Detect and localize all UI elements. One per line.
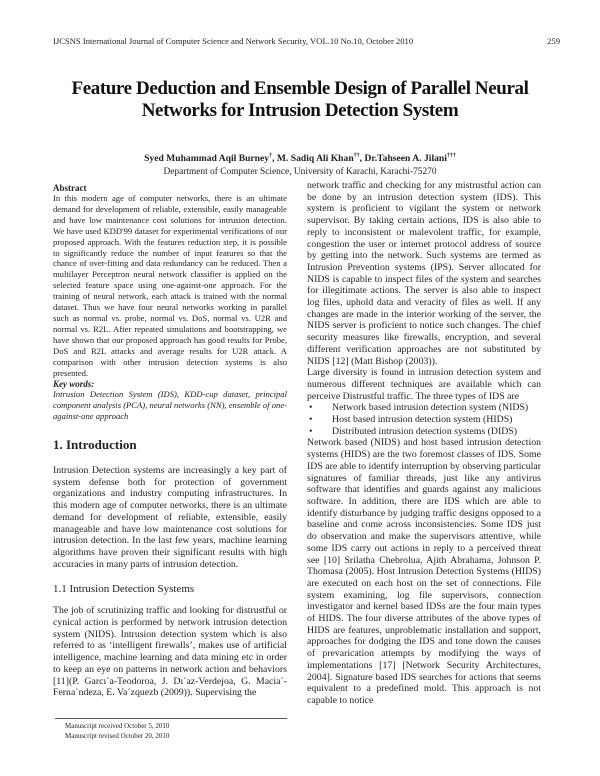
abstract-text: In this modern age of computer networks, there is an ultimate demand for development of reliable, extensible, easily manageable and have low maintenance cost solutions for intrusion detection. We have used KDD'99 dataset for experimental verifications of our proposed approach. With the features reduction step, it is possible to significantly reduce the number of input features so that the chance of over-fitting and data redundancy can be reduced. Then a multilayer Perceptron neural network classifier is applied on the selected feature space using one-against-one approach. For the training of neural network, each attack is trained with the normal dataset. Thus we have four neural networks working in parallel such as normal vs. probe, normal vs. DoS, normal vs. U2R and normal vs. R2L. After repeated simulations and bootstrapping, we have shown that our proposed approach has good results for Probe, DoS and R2L attacks and average results for U2R attack. A comparison with other intrusion detection systems is also presented. — [53, 193, 287, 378]
abstract-heading: Abstract — [53, 183, 87, 193]
right-column — [307, 180, 541, 707]
section-heading: 1. Introduction — [53, 437, 137, 452]
footnote-divider — [55, 718, 287, 719]
author-name: Syed Muhammad Aqil Burney — [144, 153, 270, 165]
introduction-section — [53, 437, 287, 699]
affiliation: Department of Computer Science, University of Karachi, Karachi-75270 — [163, 167, 437, 177]
keywords-heading: Key words: — [53, 379, 95, 390]
bullet-icon: • — [309, 414, 313, 426]
bullet-icon: • — [309, 402, 313, 414]
title-line-2: Networks for Intrusion Detection System — [141, 100, 459, 121]
paper-title — [0, 78, 600, 122]
subsection-text: The job of scrutinizing traffic and looking for distrustful or cynical action is performed by network intrusion detection system (NIDS). Intrusion detection system which is also referred to as ‘intelligent firewalls’, makes use of artificial intelligence, machine learning and data mining etc in order to keep an eye on patterns in network action and behaviors [11](P. Garcı´a-Teodoroa, J. Dı´az-Verdejoa, G. Macia´-Ferna´ndeza, E. Va´zquezb (2009)). Supervising the — [53, 605, 287, 699]
footnote-received: Manuscript received October 5, 2010 — [65, 722, 170, 730]
paragraph: Large diversity is found in intrusion detection system and numerous different techniques are available which can perceive Distrustful traffic. The three types of IDS are — [307, 367, 541, 402]
author-name: , Dr.Tahseen A. Jilani — [359, 153, 447, 165]
paragraph: network traffic and checking for any mistrustful action can be done by an intrusion detection system (IDS). This system is proficient to vigilant the system or network supervisor. By taking certain actions, IDS is also able to reply to inconsistent or malevolent traffic, for example, congestion the user or internet protocol address of source by getting into the network. Such systems are termed as Intrusion Prevention systems (IPS). Server allocated for NIDS is capable to inspect files of the system and searches for illegitimate actions. The server is also able to inspect log files, uphold data and veracity of files as well. If any changes are made in the interior working of the server, the NIDS server is proficient to notice such changes. The chief security measures like firewalls, encryption, and several different verification approaches are not substituted by NIDS [12] (Matt Bishop (2003)). — [307, 180, 541, 367]
bullet-icon: • — [309, 425, 313, 437]
page-number: 259 — [547, 36, 560, 46]
section-text: Intrusion Detection systems are increasingly a key part of system defense both for protection of government organizations and industry computing infrastructures. In this modern age of computer networks, there is an ultimate demand for development of reliable, extensible, easily manageable and have low maintenance cost solutions for intrusion detection. In the last few years, machine learning algorithms have proven their significant results with high accuracies in many parts of intrusion detection. — [53, 465, 287, 570]
list-item: • Distributed intrusion detection systems (DIDS) — [309, 425, 518, 437]
list-item: • Network based intrusion detection system (NIDS) — [309, 402, 529, 414]
author-mark: † — [269, 153, 273, 159]
author-name: , M. Sadiq Ali Khan — [272, 153, 354, 165]
subsection-heading: 1.1 Intrusion Detection Systems — [53, 583, 195, 596]
keywords-text: Intrusion Detection System (IDS), KDD-cup dataset, principal component analysis (PCA), neural networks (NN), ensemble of one-against-one approach — [53, 389, 287, 422]
running-head: IJCSNS International Journal of Computer Science and Network Security, VOL.10 No.10, October 2010 — [53, 36, 414, 46]
paragraph: Network based (NIDS) and host based intrusion detection systems (HIDS) are the two foremost classes of IDS. Some IDS are able to identify interruption by observing particular signatures of familiar threads, just like any antivirus software that identifies and guards against any malicious software. In addition, there are IDS which are able to identify disturbance by judging traffic designs opposed to a baseline and come across inconsistencies. Some IDS just do observation and make the supervisors attentive, while some IDS carry out actions in reply to a perceived threat see [10] Srilatha Chebrolua, Ajith Abrahama, Johnson P. Thomasa (2005). Host Intrusion Detection Systems (HIDS) are executed on each host on the set of connections. File system examining, log file supervisors, connection investigator and kernel based IDSs are the four main types of HIDS. The four diverse attributes of the above types of HIDS are features, unproblematic installation and support, approaches for dodging the IDS and tone down the causes of prevarication attempts by modifying the ways of implementations [17] [Network Security Architectures, 2004]. Signature based IDS searches for actions that seems equivalent to a predefined mold. This approach is not capable to notice — [307, 437, 541, 706]
abstract-section — [53, 183, 287, 422]
list-item: • Host based intrusion detection system (HIDS) — [309, 414, 513, 426]
footnote-revised: Manuscript revised October 20, 2010 — [65, 732, 170, 740]
author-mark: †† — [353, 153, 360, 159]
author-mark: ††† — [446, 153, 456, 159]
ids-types-list — [307, 402, 541, 437]
title-line-1: Feature Deduction and Ensemble Design of Parallel Neural — [71, 78, 529, 99]
author-list — [0, 153, 600, 164]
